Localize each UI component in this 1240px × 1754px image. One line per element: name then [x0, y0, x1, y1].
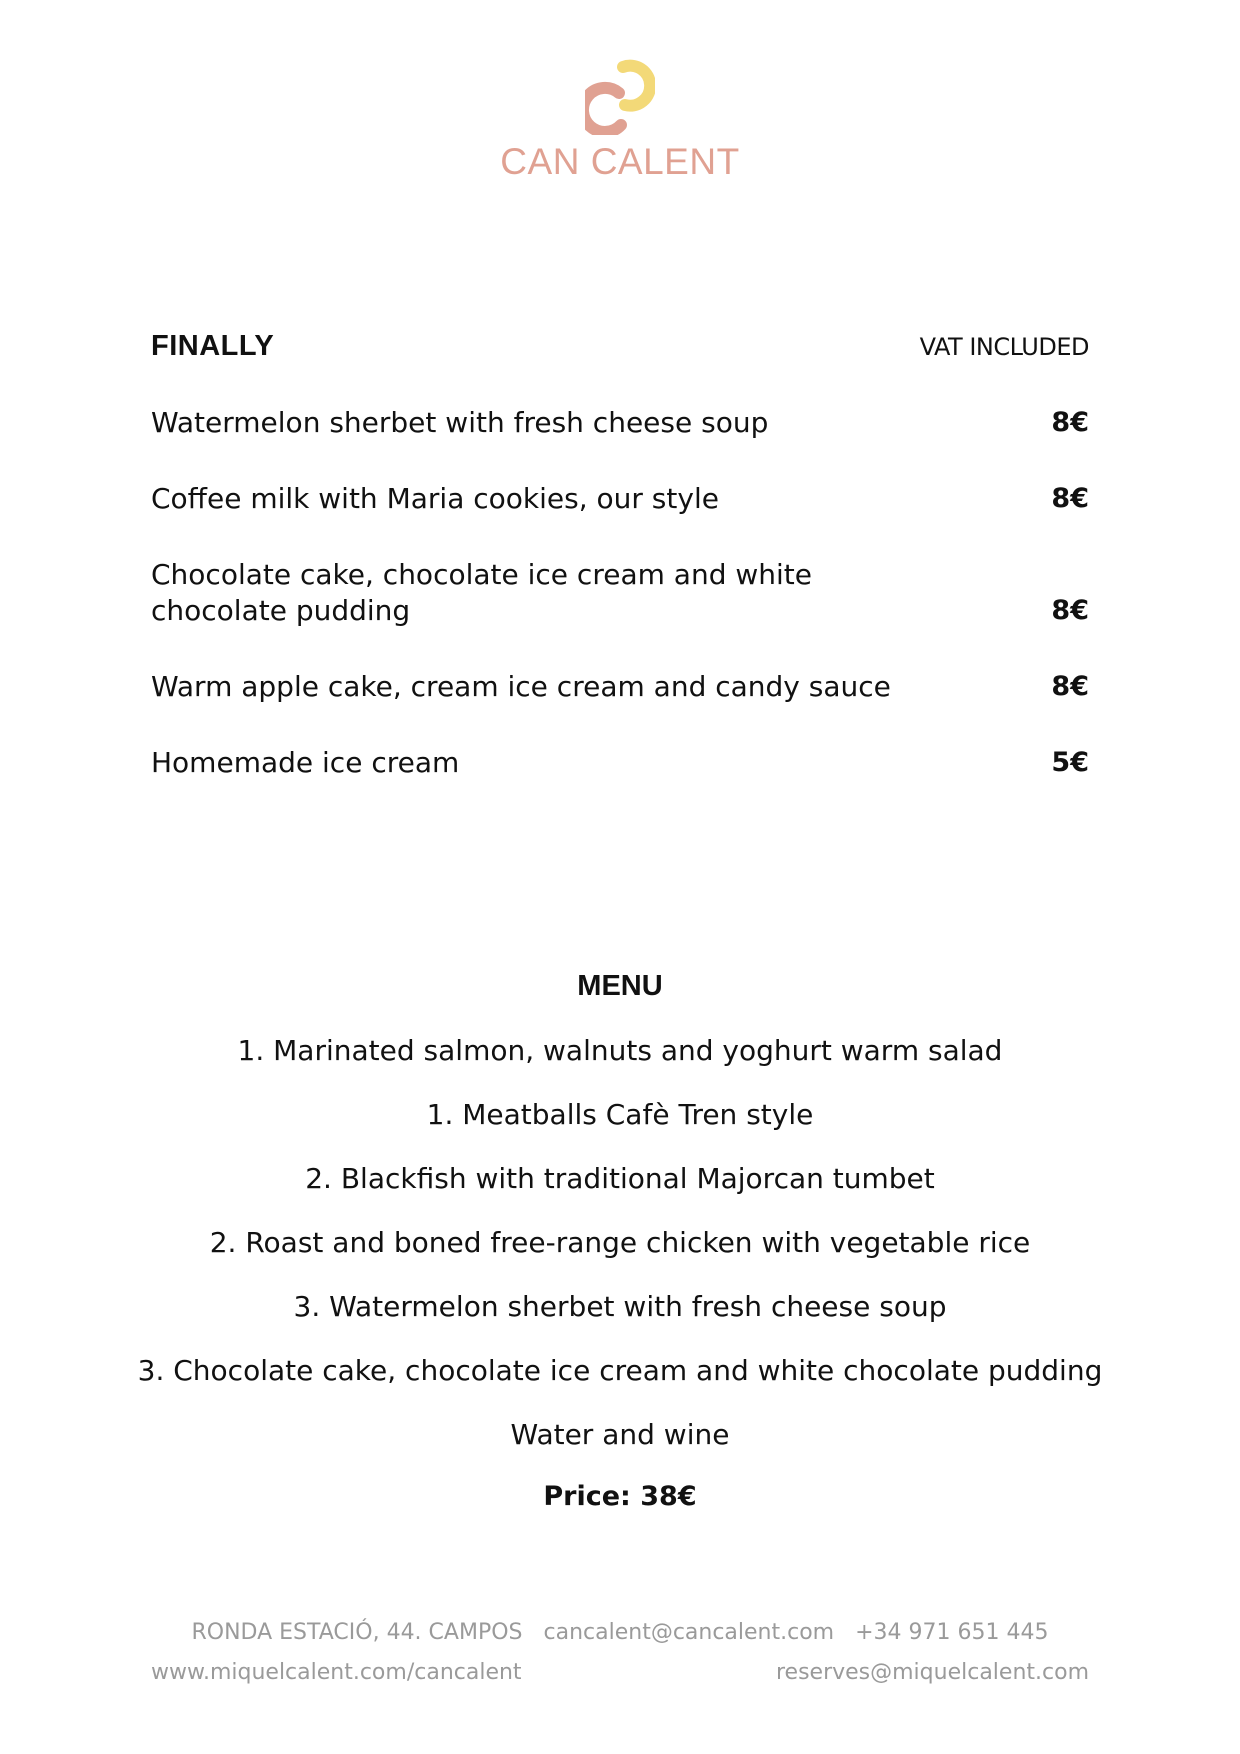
item-price: 8€	[1051, 671, 1089, 702]
item-name: Homemade ice cream	[151, 746, 460, 779]
footer-reservations[interactable]: reserves@miquelcalent.com	[775, 1660, 1089, 1685]
set-menu	[0, 970, 1240, 1512]
footer-contact	[0, 1620, 1240, 1645]
menu-line: 2. Roast and boned free-range chicken with vegetable rice	[209, 1226, 1031, 1259]
menu-line: 2. Blackfish with traditional Majorcan tumbet	[305, 1162, 935, 1195]
dessert-list	[151, 405, 1089, 821]
footer-phone[interactable]: +34 971 651 445	[855, 1620, 1049, 1645]
menu-line: 1. Meatballs Cafè Tren style	[426, 1098, 814, 1131]
section-title: FINALLY	[151, 330, 275, 362]
footer-address: RONDA ESTACIÓ, 44. CAMPOS	[191, 1620, 523, 1645]
double-c-logo-icon	[585, 55, 655, 135]
footer-website[interactable]: www.miquelcalent.com/cancalent	[151, 1660, 522, 1685]
list-item	[151, 405, 1089, 441]
item-price: 8€	[1051, 595, 1089, 626]
brand-header	[0, 55, 1240, 183]
item-price: 5€	[1051, 747, 1089, 778]
list-item	[151, 557, 1089, 629]
menu-price: Price: 38€	[543, 1481, 697, 1512]
list-item	[151, 669, 1089, 705]
menu-title: MENU	[577, 970, 663, 1002]
vat-note: VAT INCLUDED	[919, 333, 1089, 361]
brand-name: CAN CALENT	[500, 141, 740, 182]
menu-line: Water and wine	[510, 1418, 730, 1451]
item-name: Coffee milk with Maria cookies, our style	[151, 482, 719, 515]
list-item	[151, 745, 1089, 781]
section-header	[151, 330, 1089, 363]
footer-email[interactable]: cancalent@cancalent.com	[543, 1620, 835, 1645]
item-name: Watermelon sherbet with fresh cheese soup	[151, 406, 769, 439]
menu-line: 1. Marinated salmon, walnuts and yoghurt warm salad	[237, 1034, 1003, 1067]
item-price: 8€	[1051, 483, 1089, 514]
item-name: Chocolate cake, chocolate ice cream and white chocolate pudding	[151, 558, 812, 627]
item-price: 8€	[1051, 407, 1089, 438]
list-item	[151, 481, 1089, 517]
menu-line: 3. Watermelon sherbet with fresh cheese soup	[293, 1290, 947, 1323]
footer-links	[151, 1660, 1089, 1685]
menu-line: 3. Chocolate cake, chocolate ice cream and white chocolate pudding	[137, 1354, 1103, 1387]
item-name: Warm apple cake, cream ice cream and candy sauce	[151, 670, 891, 703]
